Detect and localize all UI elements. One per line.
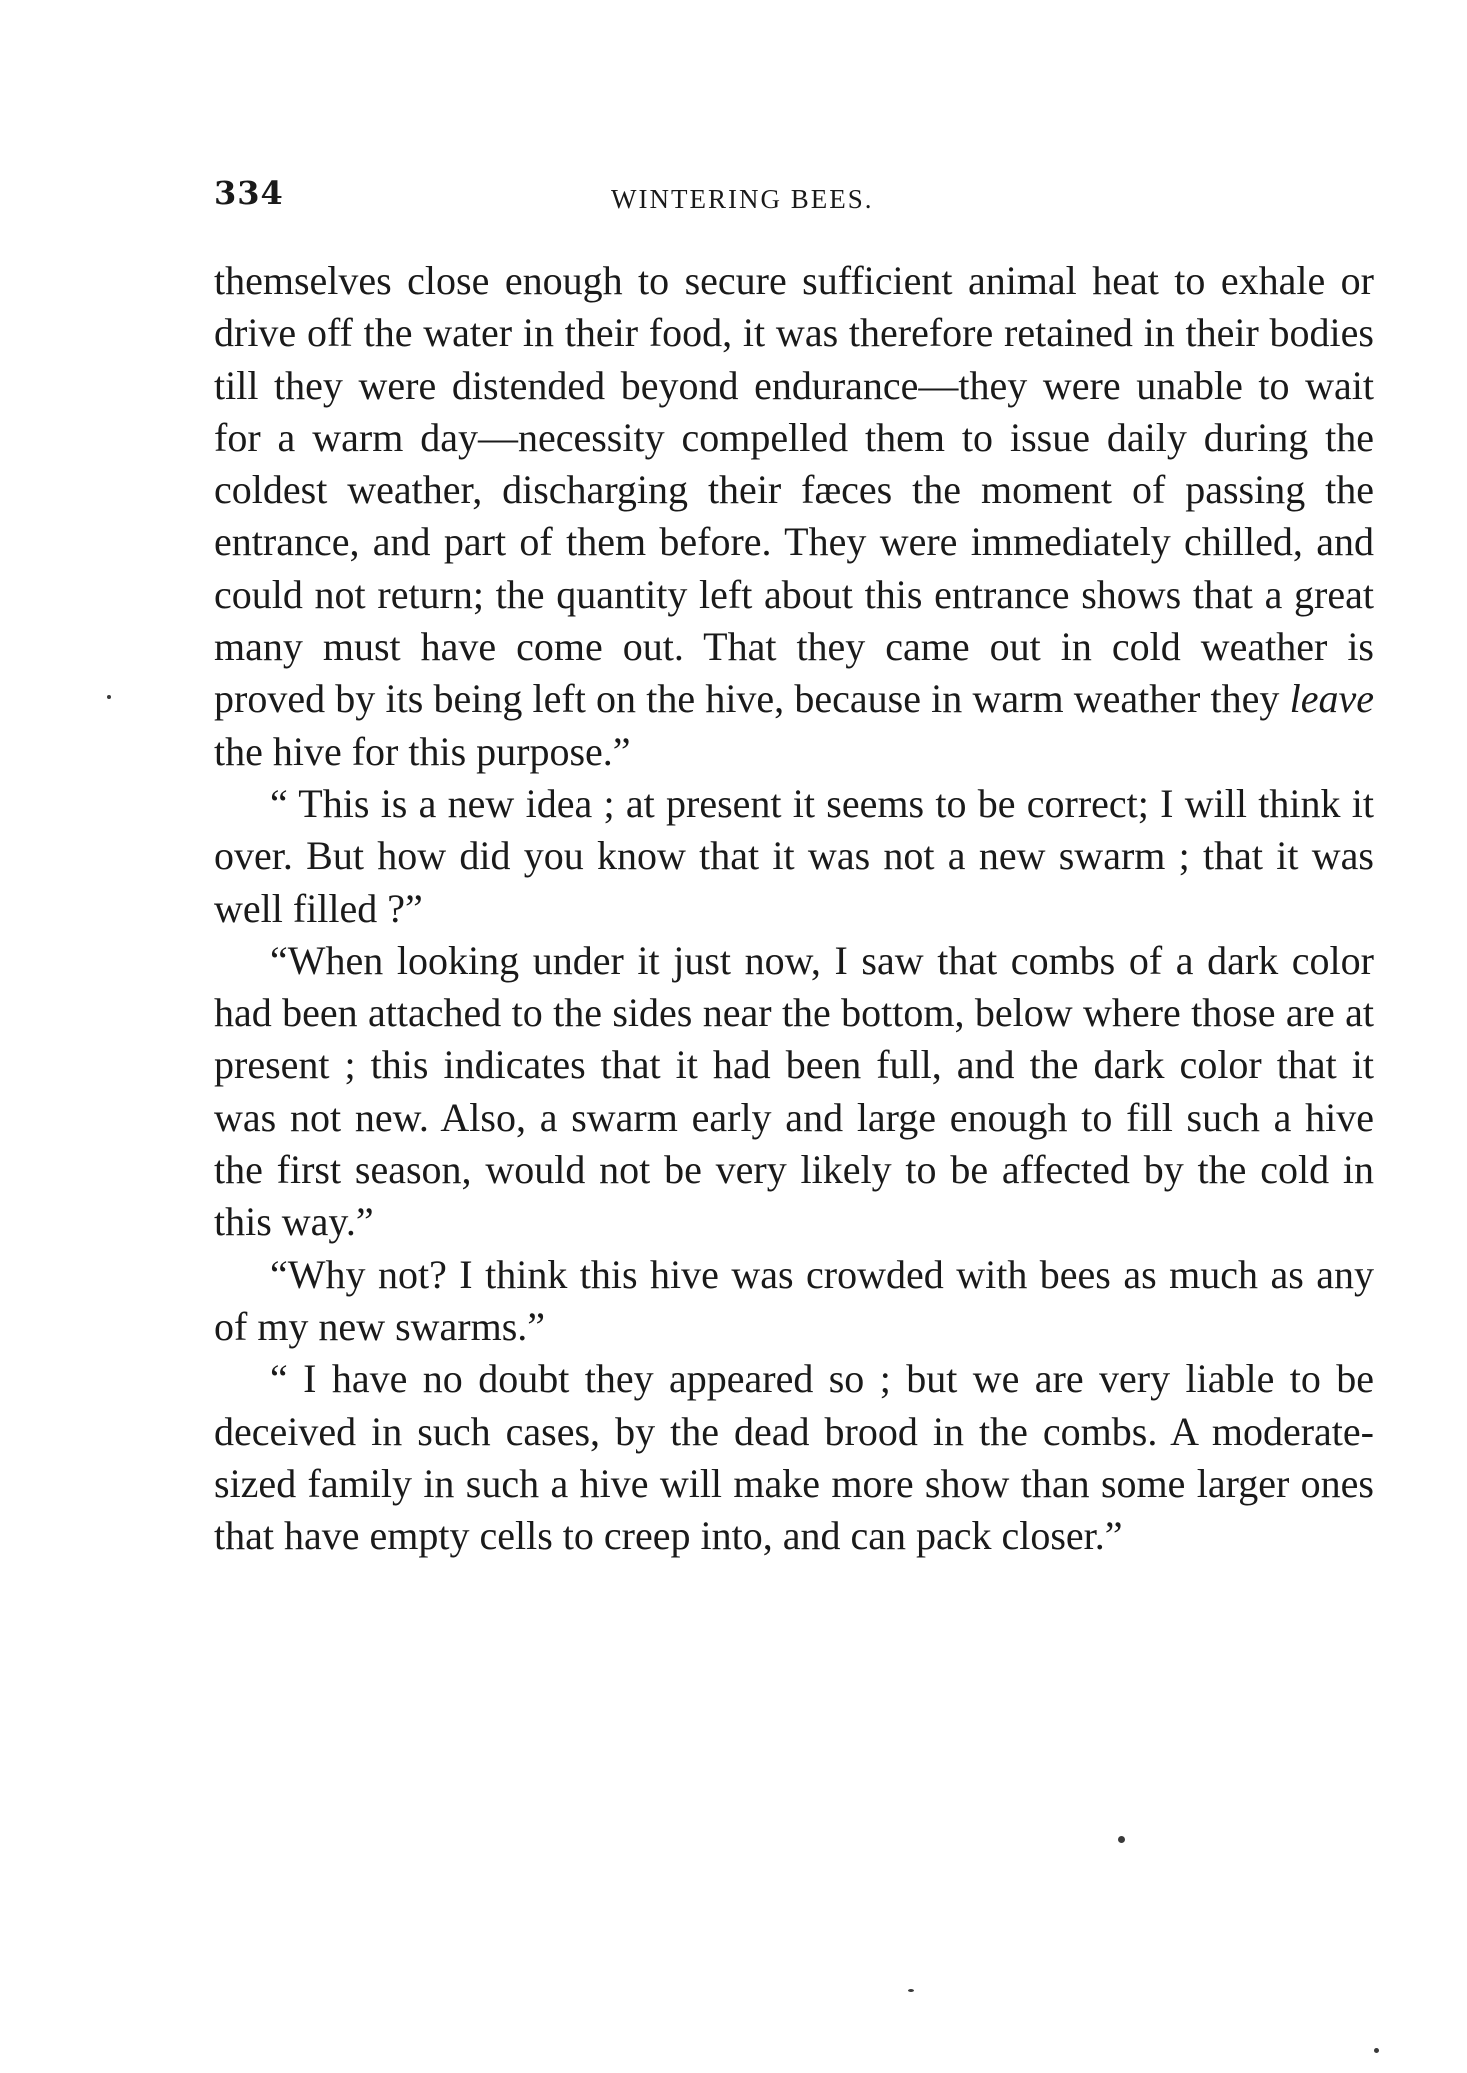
- scan-speck: [1118, 1836, 1125, 1843]
- scan-speck: [908, 1989, 914, 1992]
- paragraph: “ This is a new idea ; at present it seems to be correct; I will think it over. But how did you know that it was not a new swarm ; that it was well filled ?”: [214, 780, 1374, 931]
- body-text: [214, 255, 1374, 1562]
- paragraph-text: themselves close enough to secure sufficient animal heat to exhale or drive off the water in their food, it was therefore retained in their bodies till they were distended beyond endurance—they were unable to wait for a warm day—necessity compelled them to issue daily during the coldest weather, discharging their fæces the moment of passing the entrance, and part of them before. They were immediately chilled, and could not return; the quantity left about this entrance shows that a great many must have come out. That they came out in cold weather is proved by its being left on the hive, because in warm weather they: [214, 258, 1374, 722]
- paragraph-text: the hive for this purpose.”: [214, 728, 631, 774]
- scan-speck: [107, 695, 111, 699]
- scan-speck: [1374, 2048, 1379, 2053]
- paragraph: “When looking under it just now, I saw that combs of a dark color had been attached to the sides near the bottom, below where those are at present ; this indicates that it had been full, and the dark color that it was not new. Also, a swarm early and large enough to fill such a hive the first season, would not be very likely to be affected by the cold in this way.”: [214, 937, 1374, 1245]
- paragraph: “ I have no doubt they appeared so ; but we are very liable to be deceived in such cases, by the dead brood in the combs. A moderate-sized family in such a hive will make more show than some larger ones that have empty cells to creep into, and can pack closer.”: [214, 1356, 1374, 1559]
- paragraph: “Why not? I think this hive was crowded with bees as much as any of my new swarms.”: [214, 1251, 1374, 1349]
- emphasis-leave: leave: [1289, 676, 1374, 722]
- page-number: 334: [214, 174, 284, 212]
- running-head: WINTERING BEES.: [611, 184, 874, 214]
- paragraph-continuation: [214, 255, 1374, 778]
- page-header: [214, 164, 1374, 224]
